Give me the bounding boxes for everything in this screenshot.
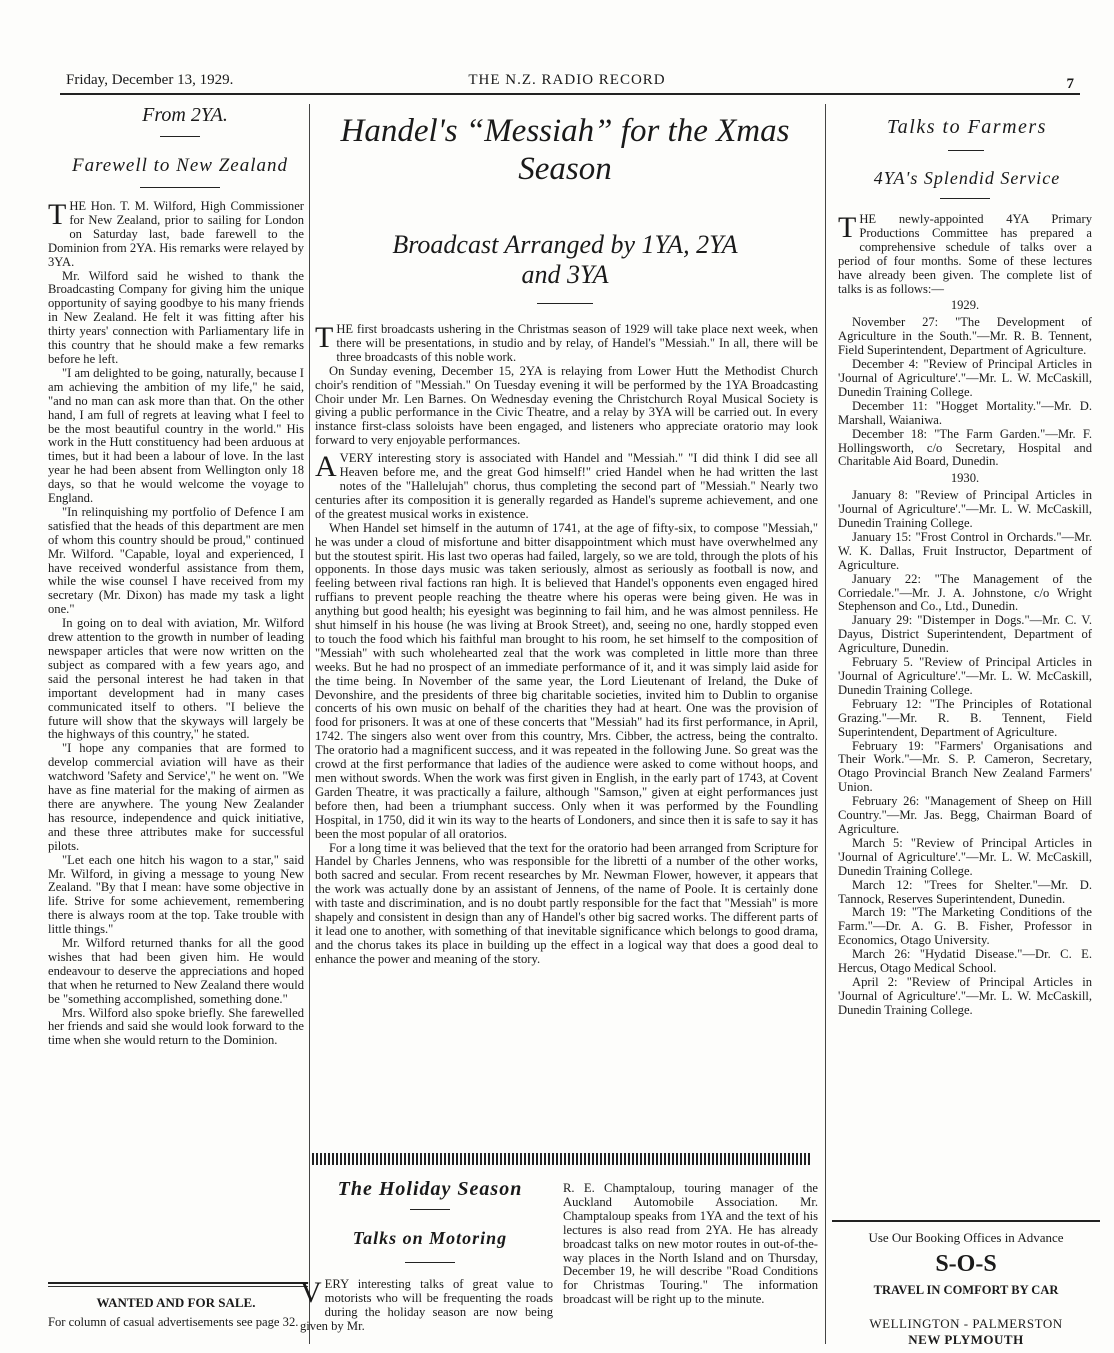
article-paragraph: In going on to deal with aviation, Mr. Wilford drew attention to the growth in number of leading newspaper articles that were now written on the subject as compared with a few years ago, and said the personal interest he had taken in that important development had in many cases communicated itself to others. "I believe the future will show that the skyways will largely be the highways of this country," he stated.	[48, 616, 304, 742]
article-paragraph: "Let each one hitch his wagon to a star," said Mr. Wilford, in giving a message to young New Zealand. "By that I mean: have some objective in life. Strive for some achievement, remembering there is always room at the top. Take trouble with little things."	[48, 852, 304, 937]
talk-entry: December 4: "Review of Principal Articles in 'Journal of Agriculture'."—Mr. L. W. McCaskill, Dunedin Training College.	[838, 357, 1092, 399]
main-headline-line1: Handel's “Messiah” for the Xmas	[340, 113, 790, 149]
talk-entry: February 12: "The Principles of Rotational Grazing."—Mr. R. B. Tennent, Field Superintendent, Department of Agriculture.	[838, 696, 1092, 739]
article-paragraph: "In relinquishing my portfolio of Defence I am satisfied that the heads of this department are men of whom this country should be proud," continued Mr. Wilford. "Capable, loyal and experienced, I have received wonderful assistance from them, while the wise counsel I have received from my secretary (Mr. Dixon) has made my task a light one."	[48, 504, 304, 617]
article-paragraph: HE newly-appointed 4YA Primary Productions Committee has prepared a comprehensive schedule of talks over a period of four months. Some of these lectures have already been given. The complete list of talks is as follows:—	[838, 213, 1092, 296]
talk-entry: April 2: "Review of Principal Articles in 'Journal of Agriculture'."—Mr. L. W. McCaskill, Dunedin Training College.	[838, 974, 1092, 1017]
talk-entry: February 5. "Review of Principal Articles in 'Journal of Agriculture'."—Mr. L. W. McCaskill, Dunedin Training College.	[838, 655, 1092, 697]
holiday-title: The Holiday Season	[337, 1178, 523, 1200]
main-subhead-line1: Broadcast Arranged by 1YA, 2YA	[392, 230, 738, 259]
classified-rule-thin	[48, 1286, 308, 1287]
left-kicker: From 2YA.	[142, 104, 228, 126]
right-kicker-rule	[948, 150, 984, 151]
talk-entry: February 26: "Management of Sheep on Hill Country."—Mr. Jas. Begg, Chairman Board of Agriculture.	[838, 794, 1092, 836]
right-kicker: Talks to Farmers	[887, 116, 1047, 138]
holiday-subtitle-rule	[405, 1262, 455, 1263]
article-paragraph: "I am delighted to be going, naturally, because I am achieving the ambition of my life," he said, "and no man can ask more than that. On the other hand, I am full of regrets at leaving what I feel to be the most beautiful country in the world." His work in the Hutt constituency had been arduous at times, but it had been a labour of love. In the last year he had been absent from Wellington only 18 days, so that he would welcome the voyage to England.	[48, 365, 304, 506]
classified-title: WANTED AND FOR SALE.	[96, 1295, 256, 1310]
dropcap: V	[300, 1278, 322, 1309]
holiday-paragraph: R. E. Champtaloup, touring manager of the Auckland Automobile Association. Mr. Champtaloup speaks from 1YA and the text of his lectures is also read from 2YA. He has already broadcast talks on new motor routes in out-of-the-way places in the North Island and on Thursday, December 19, he will describe "Road Conditions for Christmas Touring." The information broadcast will be right up to the minute.	[563, 1182, 818, 1307]
talks-article	[838, 213, 1092, 1213]
talk-entry: February 19: "Farmers' Organisations and Their Work."—Mr. S. P. Cameron, Secretary, Otago Provincial Branch New Zealand Farmers' Union.	[838, 738, 1092, 795]
talk-entry: December 18: "The Farm Garden."—Mr. F. Hollingsworth, c/o Secretary, Hospital and Charitable Aid Board, Dunedin.	[838, 426, 1092, 469]
ad-booking-line: Use Our Booking Offices in Advance	[868, 1230, 1064, 1245]
article-paragraph: Mr. Wilford returned thanks for all the good wishes that had been given him. He would endeavour to deserve the appreciations and hoped that when he returned to New Zealand there would be "something accomplished, something done."	[48, 936, 304, 1006]
subhead-rule	[537, 303, 593, 304]
article-paragraph: When Handel set himself in the autumn of 1741, at the age of fifty-six, to compose "Messiah," he was under a cloud of misfortune and bitter disappointment which must have overwhelmed any but the stoutest spirit. His last two operas had failed, largely, so we are told, through the plots of his opponents. In those days music was taken seriously, almost as seriously as football is now, and feeling between rival factions ran high. It is believed that Handel's opponents even engaged hired ruffians to prevent people reaching the theatre where his operas were being given. He was in anything but good health; his eyesight was beginning to fail him, and he was almost penniless. He shut himself in his house (he was living at Brook Street), and, seeing no one, hardly stopped even to touch the food which his faithful man brought to his room, he set himself to the composition of "Messiah" with such wholehearted zeal that the work was completed in little more than three weeks. But he had no prospect of an immediate performance of it, and it was simply laid aside for the time being. In November of the same year, the Lord Lieutenant of Ireland, the Duke of Devonshire, and the presidents of three big charitable societies, invited him to Dublin to organise concerts of his own music on behalf of the charities they had at heart. One was the provision of food for prisoners. It was at one of these concerts that "Messiah" had its first performance, in April, 1742. The singers also went over from this country, Mrs. Cibber, the actress, being the contralto. The oratorio had a magnificent success, and it was repeated in the following June. So great was the crowd at the first performance that ladies of the audience were asked to come without hoops, and men without swords. When the work was first given in English, in the early part of 1743, at Covent Garden Theatre, it was practically a failure, although "Samson," given at eight performances just before then, had been a triumphant success. Only when it was performed by the Foundling Hospital, in 1750, did it win its way to the hearts of Londoners, and since then it is safe to say it has been the most popular of all oratorios.	[315, 520, 818, 841]
dropcap: A	[315, 450, 337, 484]
main-headline-line2: Season	[518, 151, 612, 187]
talk-entry: March 5: "Review of Principal Articles in 'Journal of Agriculture'."—Mr. L. W. McCaskill, Dunedin Training College.	[838, 835, 1092, 878]
main-subhead-line2: and 3YA	[521, 260, 609, 289]
classified-rule	[48, 1282, 308, 1284]
ad-brand: S-O-S	[935, 1251, 997, 1277]
article-paragraph: For a long time it was believed that the text for the oratorio had been arranged from Scripture for Handel by Charles Jennens, who was responsible for the libretti of a number of the other works, both sacred and secular. From recent researches by Mr. Newman Flower, however, it appears that the work was actually done by an assistant of Jennens, of the name of Poole. It is certainly done with taste and discrimination, and is no doubt partly responsible for the fact that "Messiah" is more shapely and consistent in design than any of Handel's other big sacred works. The different parts of it lead one to another, with something of that inevitable significance which belongs to good drama, and the chorus takes its place in building up the effect in a logical way that does a good deal to enhance the power and meaning of the story.	[315, 840, 818, 966]
left-headline-rule	[140, 187, 220, 188]
main-subhead	[310, 230, 820, 290]
holiday-text-right	[563, 1182, 818, 1350]
article-paragraph: Mrs. Wilford also spoke briefly. She farewelled her friends and said she would look forward to the time when she would return to the Dominion.	[48, 1005, 304, 1048]
messiah-article	[315, 323, 818, 1145]
ad-slogan: TRAVEL IN COMFORT BY CAR	[873, 1283, 1059, 1297]
year-heading: 1930.	[950, 471, 980, 486]
farewell-article	[48, 200, 304, 1270]
talk-entry: March 26: "Hydatid Disease."—Dr. C. E. Hercus, Otago Medical School.	[838, 947, 1092, 976]
talk-entry: January 29: "Distemper in Dogs."—Mr. C. V. Dayus, District Superintendent, Department of Agriculture, Dunedin.	[838, 613, 1092, 656]
issue-date: Friday, December 13, 1929.	[66, 72, 234, 88]
publication-title: THE N.Z. RADIO RECORD	[468, 72, 666, 88]
talk-entry: January 8: "Review of Principal Articles in 'Journal of Agriculture'."—Mr. L. W. McCaskill, Dunedin Training College.	[838, 488, 1092, 531]
column-divider-right	[825, 104, 826, 1344]
right-headline-rule	[940, 198, 990, 199]
talk-entry: January 15: "Frost Control in Orchards."—Mr. W. K. Dallas, Fruit Instructor, Department of Agriculture.	[838, 529, 1092, 572]
article-paragraph: HE first broadcasts ushering in the Christmas season of 1929 will take place next week, when there will be presentations, in studio and by relay, of Handel's "Messiah." In all, there will be three broadcasts of this noble work.	[336, 323, 818, 364]
article-paragraph: On Sunday evening, December 15, 2YA is relaying from Lower Hutt the Methodist Church choir's rendition of "Messiah." On Tuesday evening it will be performed by the 1YA Broadcasting Choir under Mr. Len Barnes. On Wednesday evening the Christchurch Royal Musical Society is giving a public performance in the Civic Theatre, and a relay by 3YA will be carried out. In every instance first-class soloists have been engaged, and listeners who appreciate oratorio may look forward to very enjoyable performances.	[315, 363, 818, 448]
holiday-text-left	[300, 1278, 553, 1350]
page-number: 7	[1066, 76, 1074, 92]
talk-entry: March 12: "Trees for Shelter."—Mr. D. Tannock, Reserves Superintendent, Dunedin.	[838, 877, 1092, 906]
masthead-rule	[60, 93, 1080, 95]
ad-route: WELLINGTON - PALMERSTON	[869, 1316, 1063, 1331]
talk-entry: December 11: "Hogget Mortality."—Mr. D. Marshall, Waianiwa.	[838, 398, 1092, 427]
article-paragraph: Mr. Wilford said he wished to thank the Broadcasting Company for giving him the unique opportunity of saying goodbye to his many friends in New Zealand. He felt it was fitting after his thirty years' connection with Parliamentary life in this country that he should make a few remarks before he left.	[48, 268, 304, 366]
talk-entry: March 19: "The Marketing Conditions of the Farm."—Dr. A. G. B. Fisher, Professor in Economics, Otago University.	[838, 905, 1092, 948]
article-paragraph: "I hope any companies that are formed to develop commercial aviation will have as their watchword 'Safety and Service'," he went on. "We have as fine material for the making of airmen as there are anywhere. The young New Zealander has resource, independence and quick initiative, and these three attributes make for successful pilots.	[48, 741, 304, 853]
masthead	[60, 62, 1074, 92]
talk-entry: November 27: "The Development of Agriculture in the South."—Mr. R. B. Tennent, Field Superintendent, Department of Agriculture.	[838, 315, 1092, 358]
column-divider-left	[309, 104, 310, 1344]
classified-text: For column of casual advertisements see page 32.	[48, 1315, 299, 1329]
ornamental-border	[312, 1153, 810, 1165]
talk-entry: January 22: "The Management of the Corriedale."—Mr. J. A. Johnstone, c/o Wright Stephenson and Co., Ltd., Dunedin.	[838, 571, 1092, 614]
left-kicker-rule	[160, 136, 200, 137]
ad-rule	[832, 1220, 1100, 1222]
dropcap: T	[48, 200, 67, 231]
ad-destination: NEW PLYMOUTH	[908, 1332, 1024, 1347]
right-headline: 4YA's Splendid Service	[873, 168, 1061, 188]
article-paragraph: HE Hon. T. M. Wilford, High Commissioner for New Zealand, prior to sailing for London on Saturday last, bade farewell to the Dominion from 2YA. His remarks were relayed by 3YA.	[48, 200, 304, 269]
year-heading: 1929.	[950, 298, 980, 313]
main-headline	[310, 112, 820, 188]
dropcap: T	[315, 323, 334, 354]
holiday-paragraph: ERY interesting talks of great value to motorists who will be frequenting the roads during the holiday season are now being given by Mr.	[300, 1278, 553, 1333]
article-paragraph: VERY interesting story is associated with Handel and "Messiah." "I did think I did see all Heaven before me, and the great God himself!" cried Handel when he had written the last notes of the "Hallelujah" chorus, thus completing the second part of "Messiah." Nearly two centuries after its composition it is generally regarded as Handel's supreme achievement, and one of the greatest musical works in existence.	[315, 451, 818, 521]
holiday-title-rule	[410, 1209, 450, 1210]
dropcap: T	[838, 213, 857, 244]
holiday-subtitle: Talks on Motoring	[352, 1228, 508, 1248]
left-headline: Farewell to New Zealand	[72, 155, 288, 176]
